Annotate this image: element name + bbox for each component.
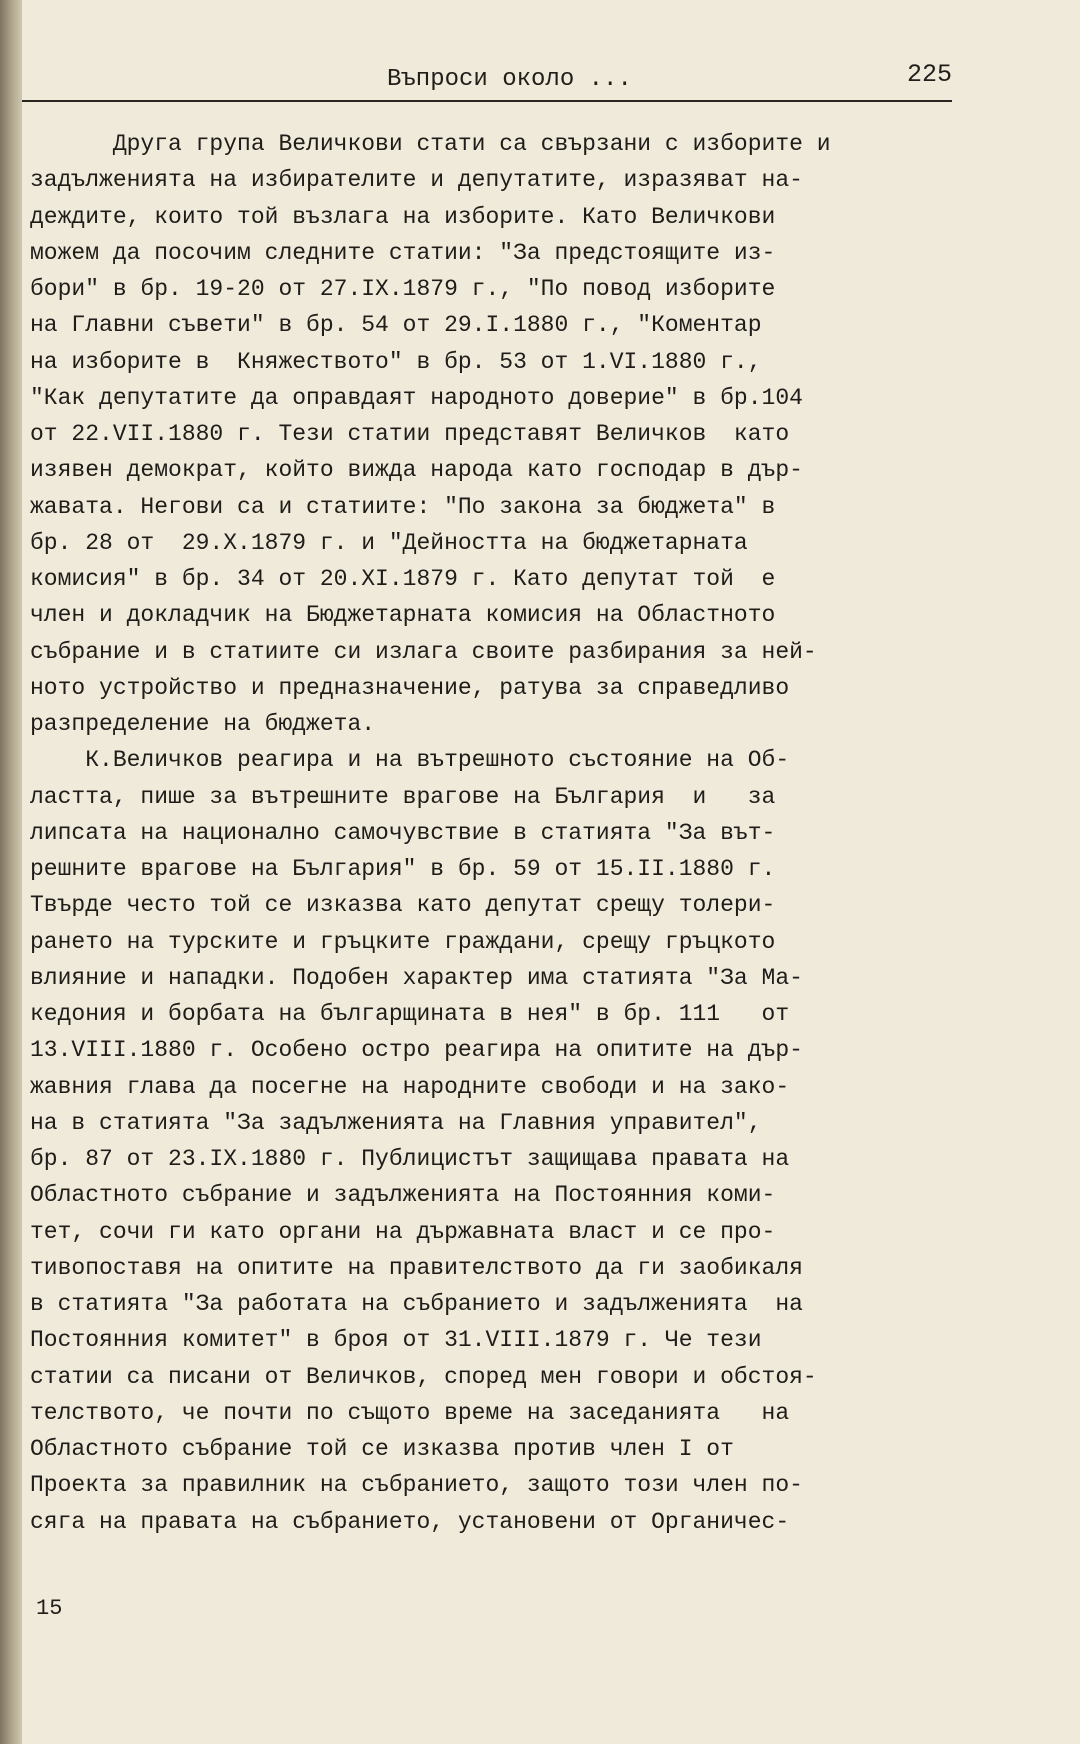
text-line: статии са писани от Величков, според мен говори и обстоя- bbox=[30, 1363, 817, 1390]
text-line: бр. 87 от 23.IX.1880 г. Публицистът защищава правата на bbox=[30, 1146, 790, 1172]
page-number: 225 bbox=[906, 60, 952, 89]
text-line: ното устройство и предназначение, ратува за справедливо bbox=[30, 674, 790, 701]
text-line: Проекта за правилник на събранието, защото този член по- bbox=[30, 1472, 803, 1499]
text-line: разпределение на бюджета. bbox=[30, 711, 376, 737]
text-line: К.Величков реагира и на вътрешното състояние на Об- bbox=[30, 747, 790, 774]
text-line: член и докладчик на Бюджетарната комисия на Областното bbox=[30, 602, 776, 629]
text-line: комисия" в бр. 34 от 20.XI.1879 г. Като депутат той е bbox=[30, 566, 776, 592]
text-line: бори" в бр. 19-20 от 27.IX.1879 г., "По повод изборите bbox=[30, 276, 776, 302]
text-line: изявен демократ, който вижда народа като господар в дър- bbox=[30, 457, 803, 484]
text-line: тет, сочи ги като органи на държавната власт и се про- bbox=[30, 1218, 776, 1245]
text-line: можем да посочим следните статии: "За предстоящите из- bbox=[30, 239, 776, 266]
text-line: тивопоставя на опитите на правителството да ги заобикаля bbox=[30, 1254, 803, 1281]
text-line: "Как депутатите да оправдаят народното доверие" в бр.104 bbox=[30, 384, 803, 411]
book-binding-shadow bbox=[0, 0, 22, 1744]
text-line: в статията "За работата на събранието и задълженията на bbox=[30, 1291, 803, 1317]
text-line: Твърде често той се изказва като депутат срещу толери- bbox=[30, 892, 776, 919]
text-line: Областното събрание и задълженията на Постоянния коми- bbox=[30, 1182, 776, 1209]
text-line: Областното събрание той се изказва против член I от bbox=[30, 1436, 734, 1462]
text-line: от 22.VII.1880 г. Тези статии представят Величков като bbox=[30, 421, 790, 447]
text-line: на в статията "За задълженията на Главния управител", bbox=[30, 1109, 762, 1136]
text-line: Друга група Величкови стати са свързани с изборите и bbox=[30, 131, 831, 157]
text-line: Постоянния комитет" в броя от 31.VIII.1879 г. Че тези bbox=[30, 1327, 762, 1354]
text-line: рането на турските и гръцките граждани, срещу гръцкото bbox=[30, 928, 776, 955]
text-line: кедония и борбата на българщината в нея" в бр. 111 от bbox=[30, 1001, 790, 1027]
text-line: на Главни съвети" в бр. 54 от 29.I.1880 г., "Коментар bbox=[30, 312, 762, 339]
text-line: събрание и в статиите си излага своите разбирания за ней- bbox=[30, 638, 817, 665]
text-line: задълженията на избирателите и депутатите, изразяват на- bbox=[30, 167, 803, 194]
text-line: решните врагове на България" в бр. 59 от 15.II.1880 г. bbox=[30, 856, 776, 882]
text-line: деждите, които той възлага на изборите. Като Величкови bbox=[30, 203, 776, 230]
text-line: жавния глава да посегне на народните свободи и на зако- bbox=[30, 1073, 790, 1100]
text-line: сяга на правата на събранието, установени от Органичес- bbox=[30, 1508, 790, 1535]
text-line: телството, че почти по същото време на заседанията на bbox=[30, 1399, 790, 1426]
text-line: 13.VIII.1880 г. Особено остро реагира на опитите на дър- bbox=[30, 1037, 803, 1064]
running-header-title: Въпроси около ... bbox=[387, 66, 632, 93]
printer-signature-mark: 15 bbox=[36, 1596, 63, 1621]
body-text bbox=[30, 126, 965, 1540]
running-header bbox=[22, 56, 952, 102]
text-line: бр. 28 от 29.X.1879 г. и "Дейността на бюджетарната bbox=[30, 529, 748, 556]
text-line: жавата. Негови са и статиите: "По закона за бюджета" в bbox=[30, 493, 776, 520]
text-line: влияние и нападки. Подобен характер има статията "За Ма- bbox=[30, 964, 803, 991]
text-line: ластта, пише за вътрешните врагове на България и за bbox=[30, 783, 776, 810]
text-line: на изборите в Княжеството" в бр. 53 от 1.VI.1880 г., bbox=[30, 348, 762, 375]
text-line: липсата на национално самочувствие в статията "За вът- bbox=[30, 819, 776, 846]
